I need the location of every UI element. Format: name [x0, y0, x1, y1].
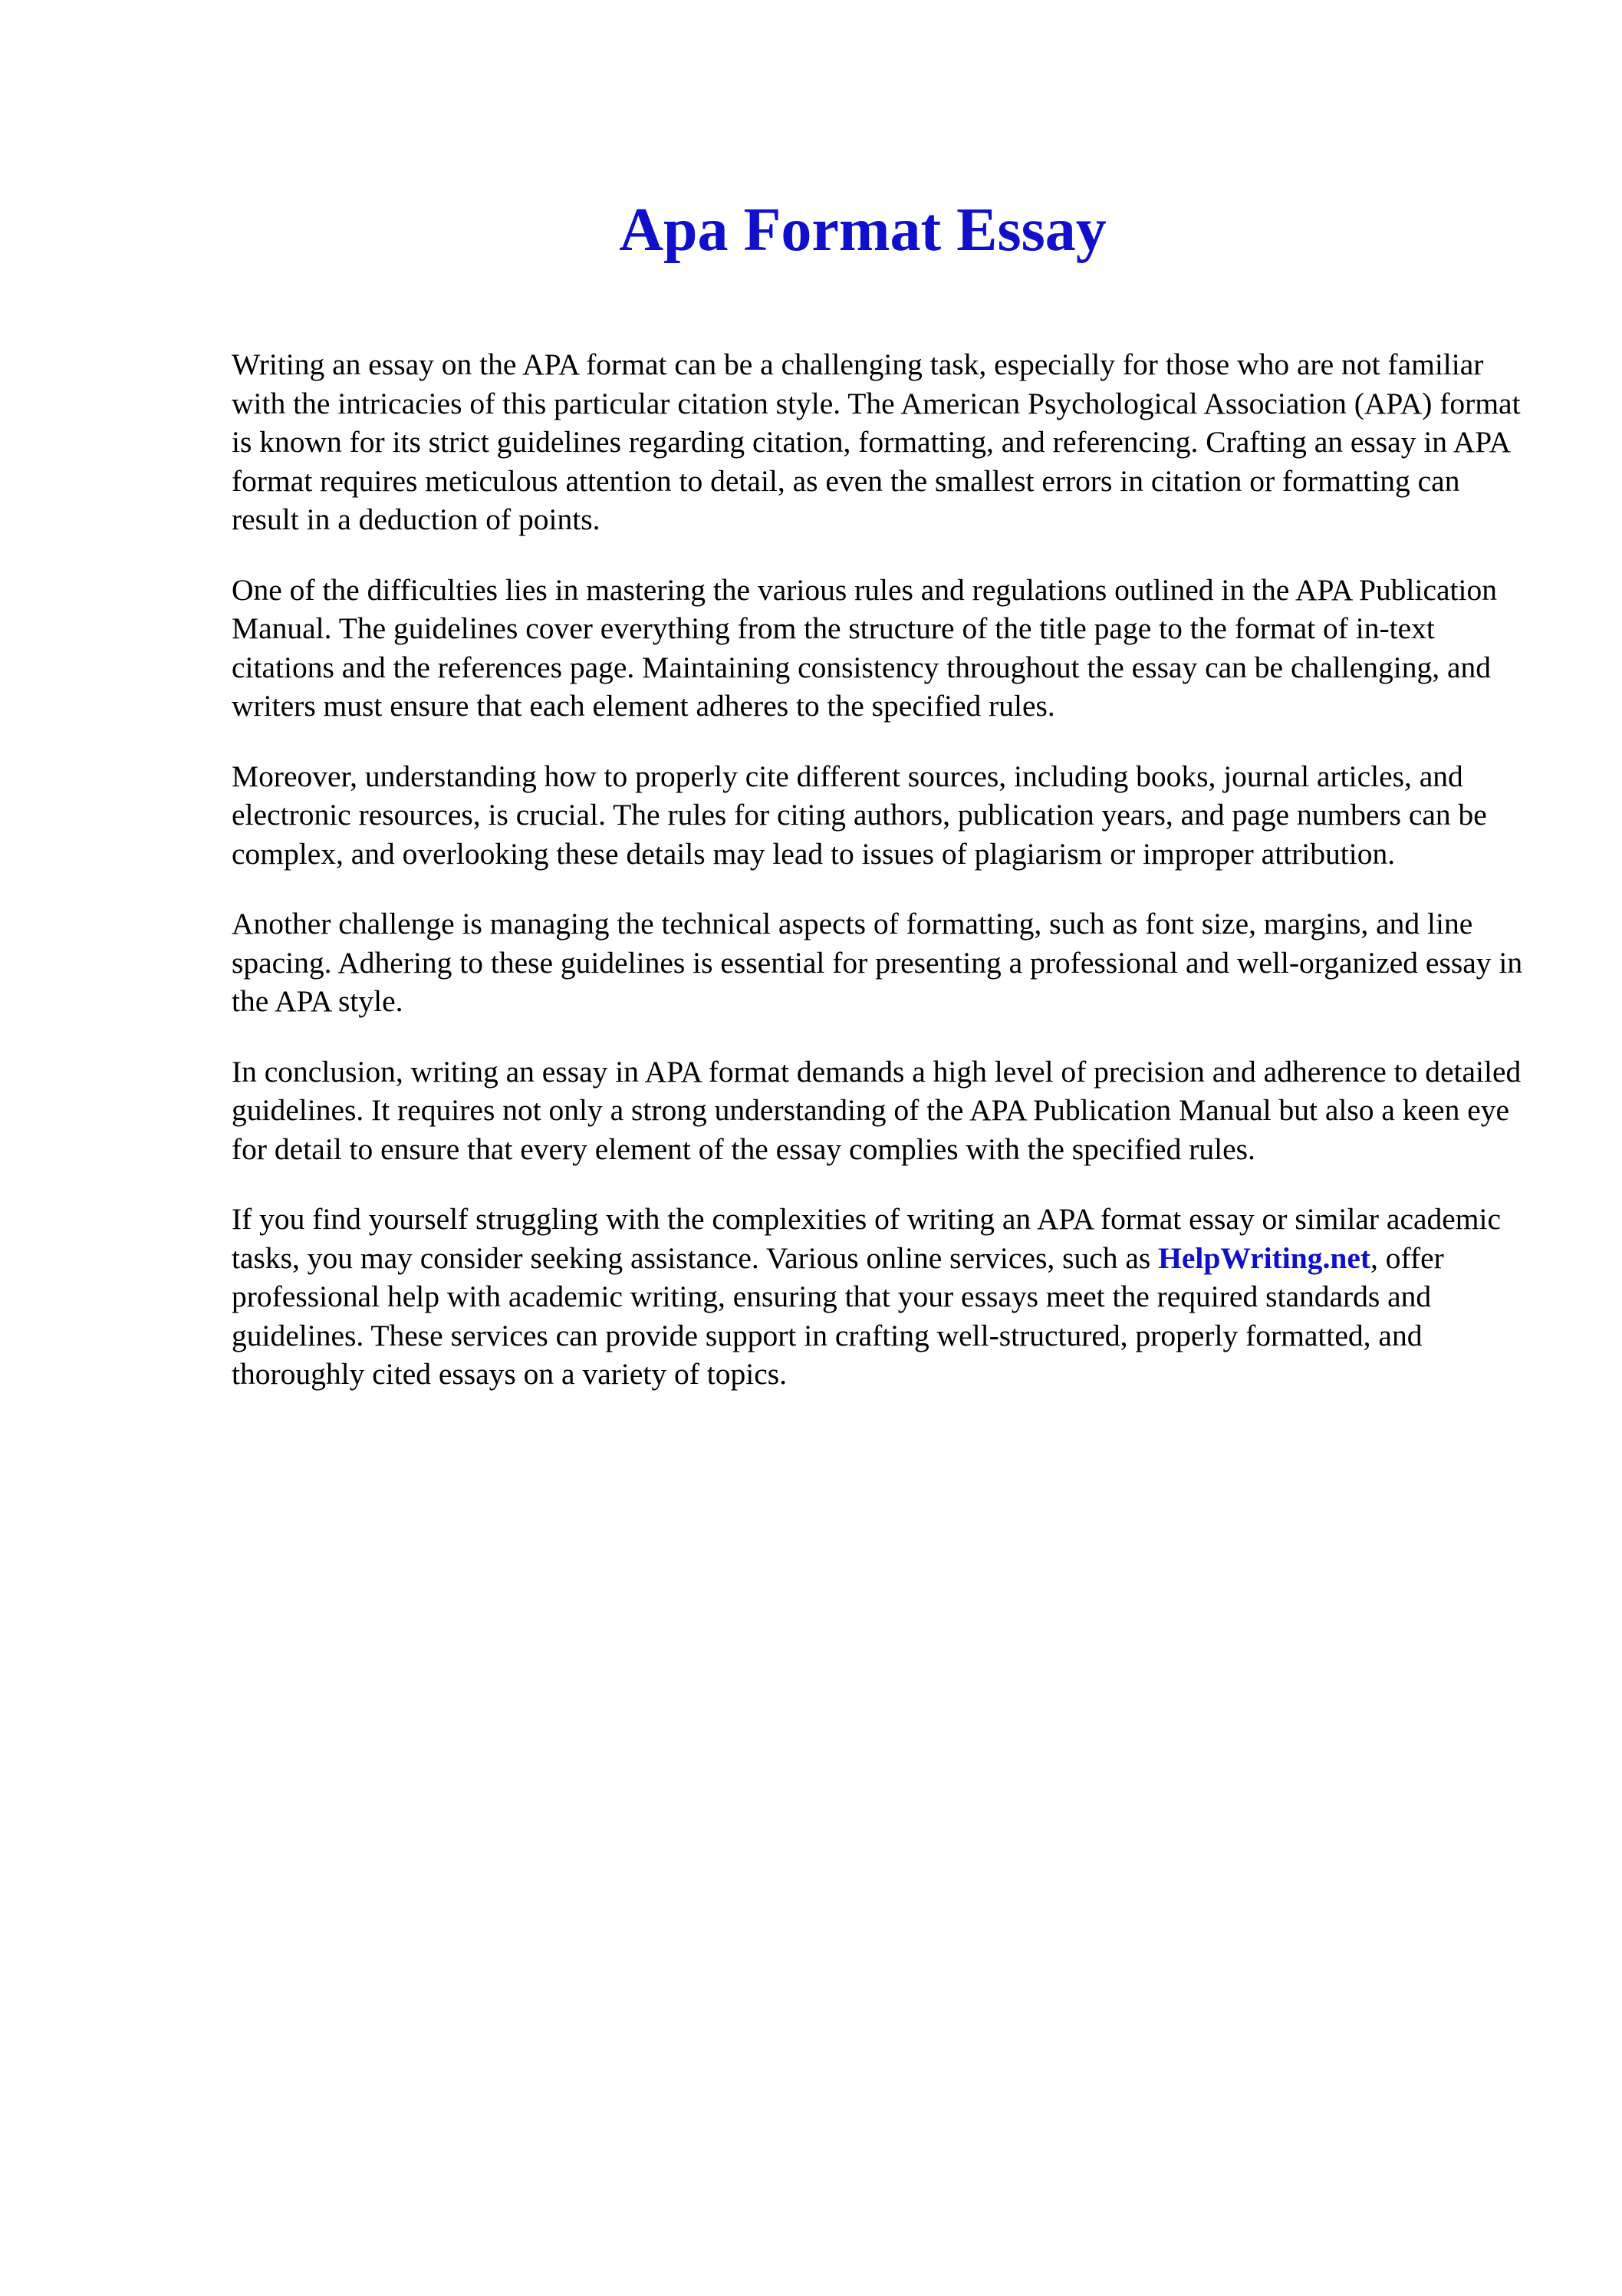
essay-body	[232, 345, 1528, 1425]
paragraph-2: One of the difficulties lies in mastering the various rules and regulations outlined in the APA Publication Manual. The guidelines cover everything from the structure of the title page to the format of in-text citations and the references page. Maintaining consistency throughout the essay can be challenging, and writers must ensure that each element adheres to the specified rules.	[232, 572, 1497, 723]
paragraph-6-intro: If you find yourself struggling with the complexities of writing an APA format essay or similar academic tasks, you may consider seeking assistance. Various online services, such as	[232, 1202, 1502, 1275]
page-title: Apa Format Essay	[619, 196, 1107, 264]
paragraph-5: In conclusion, writing an essay in APA format demands a high level of precision and adherence to detailed guidelines. It requires not only a strong understanding of the APA Publication Manual but also a keen eye for detail to ensure that every element of the essay complies with the specified rules.	[232, 1054, 1522, 1166]
paragraph-6-rest: , offer professional help with academic writing, ensuring that your essays meet the required standards and guidelines. These services can provide support in crafting well-structured, properly formatted, and thoroughly cited essays on a variety of topics.	[232, 1240, 1444, 1391]
paragraph-4: Another challenge is managing the technical aspects of formatting, such as font size, margins, and line spacing. Adhering to these guidelines is essential for presenting a professional and well-organized essay in the APA style.	[232, 907, 1523, 1018]
paragraph-6	[232, 1200, 1528, 1394]
paragraph-1: Writing an essay on the APA format can be a challenging task, especially for those who are not familiar with the intricacies of this particular citation style. The American Psychological Association (APA) format is known for its strict guidelines regarding citation, formatting, and referencing. Crafting an essay in APA format requires meticulous attention to detail, as even the smallest errors in citation or formatting can result in a deduction of points.	[232, 348, 1521, 536]
helpwriting-link[interactable]: HelpWriting.net	[1158, 1240, 1371, 1275]
paragraph-3: Moreover, understanding how to properly cite different sources, including books, journal articles, and electronic resources, is crucial. The rules for citing authors, publication years, and page numbers can be complex, and overlooking these details may lead to issues of plagiarism or improper attribution.	[232, 759, 1487, 871]
